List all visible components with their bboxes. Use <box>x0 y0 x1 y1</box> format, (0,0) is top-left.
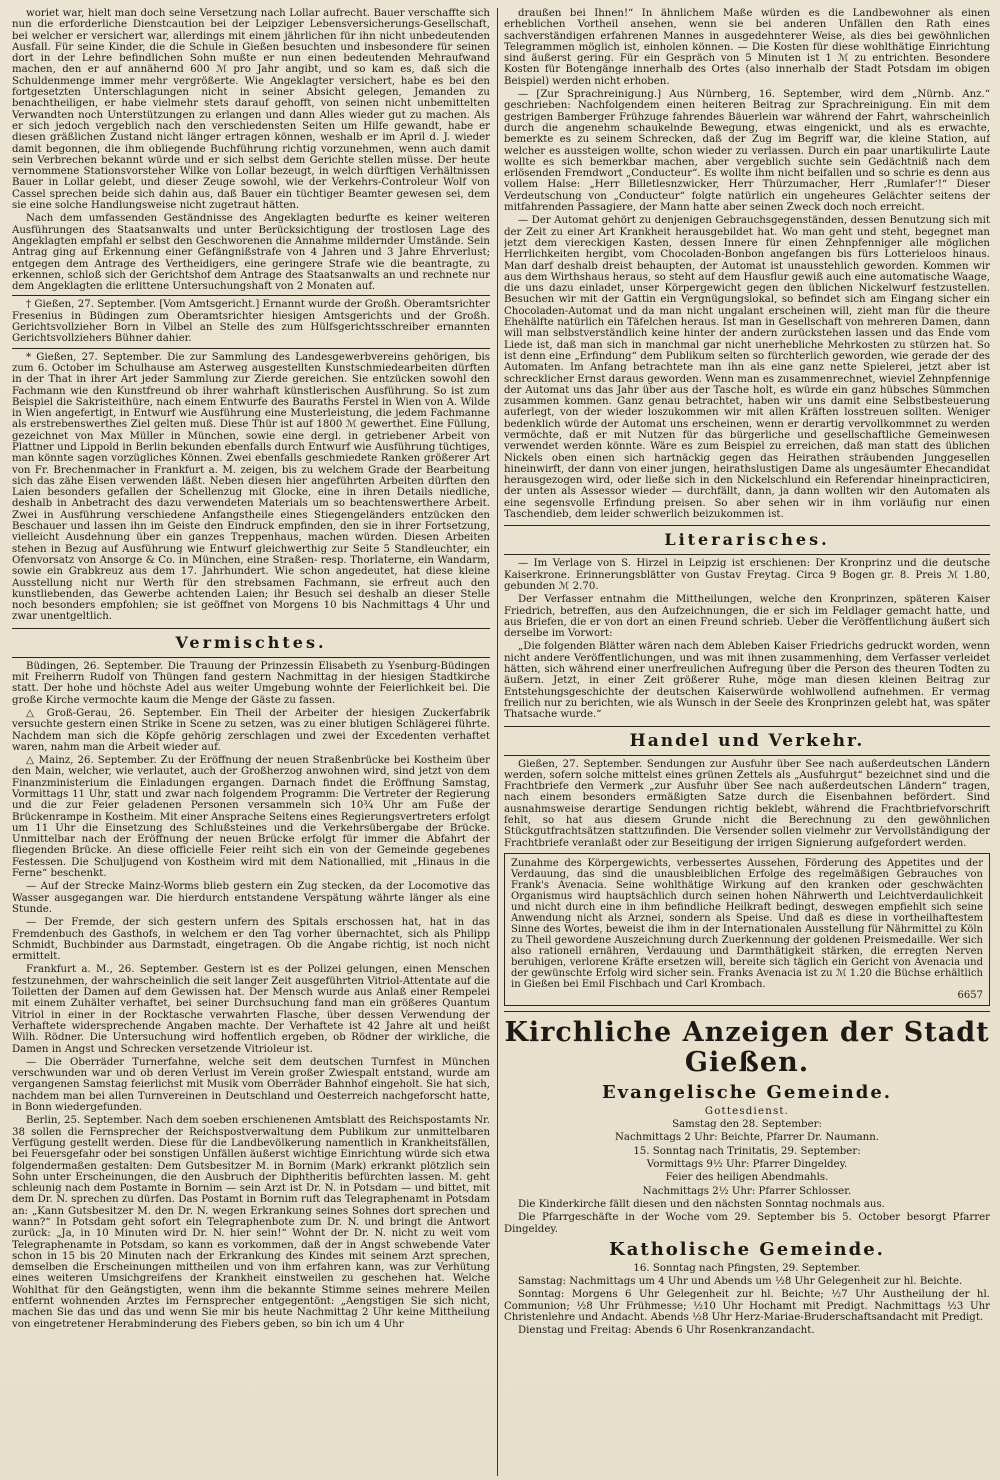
divider <box>504 726 990 727</box>
service-line: 16. Sonntag nach Pfingsten, 29. September. <box>633 1262 861 1274</box>
article-paragraph: — Der Automat gehört zu denjenigen Gebrauchsgegenständen, dessen Benutzung sich mit der Zeit zu einer Art Krankheit herausgebildet hat. Wo man geht und steht, begegnet man jetzt dem viereckigen Kasten, dessen Innere für einen Zehnpfenniger alle möglichen Herrlichkeiten hergibt, vom Chocoladen-Bonbon angefangen bis fürs Lotterieloos hinaus. Man darf deshalb dreist behaupten, der Automat ist unausstehlich geworden. Kommen wir aus dem Wirthshaus heraus, so steht auf dem Hausflur gewiß auch eine automatische Waage, die uns dazu einladet, unser Körpergewicht gegen den üblichen Nickelwurf festzustellen. Besuchen wir mit der Gattin ein Vergnügungslokal, so befindet sich am Eingang sicher ein Chocoladen-Automat und da man nicht ungalant erscheinen will, zieht man für die theure Ehehälfte natürlich ein Täfelchen heraus. Ist man in Gesellschaft von mehreren Damen, dann will man selbstverständlich keine hinter der andern zurückstehen lassen und das Ende vom Liede ist, daß man sich in manchmal gar nicht unerhebliche Mehrkosten zu stürzen hat. So ist denn eine „Erfindung“ dem Publikum selten so fürchterlich geworden, wie gerade der des Automaten. Im Anfang betrachtete man ihn als eine ganz nette Spielerei, jetzt aber ist schrecklicher Ernst daraus geworden. Wenn man es zusammenrechnet, wieviel Zehnpfennige der Automat uns das Jahr über aus der Tasche holt, es würde ein ganz hübsches Sümmchen zusammen kommen. Ganz genau betrachtet, haben wir uns damit eine Selbstbesteuerung auferlegt, von der wieder loszukommen wir mit allen Kräften losstreuen sollten. Weniger bedenklich würde der Automat uns erscheinen, wenn er derartig vervollkommnet zu werden vermöchte, daß er mit Nutzen für das bürgerliche und gesellschaftliche Gemeinwesen verwendet werden könnte. Wäre es zum Beispiel zu erreichen, daß man statt des üblichen Nickels oben einen sich hartnäckig gegen das Heirathen sträubenden Junggesellen hineinwirft, der dann von einer jungen, heirathslustigen Dame als ungesäumter Ehecandidat herausgezogen wird, oder ließe sich in den Nickelschlund ein Referendar hineinpracticiren, der unten als Assessor wieder — durchfällt, dann, ja dann wollten wir den Automaten als eine segensvolle Erfindung preisen. So aber sehen wir in ihm vorläufig nur einen Taschendieb, dem leider schwerlich beizukommen ist. <box>504 215 990 521</box>
right-column <box>504 8 990 1476</box>
article-paragraph: △ Mainz, 26. September. Zu der Eröffnung der neuen Straßenbrücke bei Kostheim über den Main, welcher, wie verlautet, auch der Großherzog anwohnen wird, sind jetzt von dem Finanzministerium die Einladungen ergangen. Darnach findet die Eröffnung Samstag, Vormittags 11 Uhr, statt und zwar nach folgendem Programm: Die Vertreter der Regierung und die zur Feier geladenen Personen versammeln sich 10¾ Uhr am Fuße der Brückenrampe in Kostheim. Mit einer Ansprache Seitens eines Regierungsvertreters erfolgt um 11 Uhr die Einsetzung des Schlußsteines und die Verkehrsübergabe der Brücke. Unmittelbar nach der Eröffnung der neuen Brücke erfolgt für immer die Abfahrt der fliegenden Brücke. An diese officielle Feier reiht sich ein von der Gemeinde gegebenes Festessen. Die Schuljugend von Kostheim wird mit dem Nationallied, mit „Hinaus in die Ferne“ beschenkt. <box>12 755 490 880</box>
article-paragraph: „Die folgenden Blätter wären nach dem Ableben Kaiser Friedrichs gedruckt worden, wenn nicht andere Veröffentlichungen, und was mit ihnen zusammenhing, dem Verfasser verleidet hätten, sich während einer unerfreulichen Aufregung über die Person des theuren Todten zu äußern. Jetzt, in einer Zeit größerer Ruhe, möge man diesen kleinen Beitrag zur Entstehungsgeschichte der deutschen Kaiserwürde wohlwollend aufnehmen. Er vermag freilich nur zu berichten, wie als Wunsch in der Seele des Kronprinzen gelebt hat, was später Thatsache wurde.“ <box>504 641 990 721</box>
advertisement-number: 6657 <box>957 989 983 1001</box>
article-paragraph: — Auf der Strecke Mainz-Worms blieb gestern ein Zug stecken, da der Locomotive das Wasser ausgegangen war. Die hierdurch entstandene Verspätung währte länger als eine Stunde. <box>12 881 490 915</box>
advertisement-avenacia <box>504 853 990 1006</box>
article-paragraph: Büdingen, 26. September. Die Trauung der Prinzessin Elisabeth zu Ysenburg-Büdingen mit Freiherrn Rudolf von Thüngen fand gestern Nachmittag in der hiesigen Stadtkirche statt. Der hohe und höchste Adel aus weiter Umgebung wohnte der Feierlichkeit bei. Die große Kirche vermochte kaum die Menge der Gäste zu fassen. <box>12 660 490 706</box>
service-line: Nachmittags 2 Uhr: Beichte, Pfarrer Dr. Naumann. <box>614 1132 880 1144</box>
article-paragraph: Nach dem umfassenden Geständnisse des Angeklagten bedurfte es keiner weiteren Ausführungen des Staatsanwalts und unter Berücksichtigung der trostlosen Lage des Angeklagten empfahl er selbst den Geschworenen die Annahme mildernder Umstände. Sein Antrag ging auf Erkennung einer Gefängnißstrafe von 4 Jahren und 3 Jahre Ehrverlust; entgegen dem Antrage des Vertheidigers, eine geringere Strafe wie die beantragte, zu erkennen, schloß sich der Gerichtshof dem Antrage des Staatsanwalts an und rechnete nur dem Angeklagten die erlittene Untersuchungshaft von 2 Monaten auf. <box>12 213 490 293</box>
advertisement-text: Zunahme des Körpergewichts, verbessertes Aussehen, Förderung des Appetites und der Verdauung, das sind die unausbleiblichen Erfolge des regelmäßigen Gebrauches von Frank's Avenacia. Seine wohlthätige Wirkung auf den kranken oder geschwächten Organismus wird hauptsächlich durch seinen hohen Nährwerth und Leichtverdaulichkeit und nicht durch eine in ihm befindliche Heilkraft bedingt, deswegen empfiehlt sich seine Anwendung nicht als Arznei, sondern als Speise. Und daß es diese in vortheilhaftestem Sinne des Wortes, beweist die ihm in der Internationalen Ausstellung für Nährmittel zu Köln zu Theil gewordene Auszeichnung durch Zuerkennung der goldenen Preismedaille. Wer sich also rationell ernähren, Verdauung und Darmthätigkeit stärken, die erregten Nerven beruhigen, verlorene Kräfte ersetzen will, bereite sich täglich ein Gericht von Avenacia und der gewünschte Erfolg wird sicher sein. Franks Avenacia ist zu ℳ 1.20 die Büchse erhältlich in Gießen bei Emil Fischbach und Carl Krombach. <box>511 857 983 990</box>
service-line: 15. Sonntag nach Trinitatis, 29. September: <box>633 1145 861 1157</box>
section-title-handel: Handel und Verkehr. <box>629 730 865 751</box>
church-notices-title: Kirchliche Anzeigen der Stadt Gießen. <box>504 1016 990 1078</box>
article-paragraph: Berlin, 25. September. Nach dem soeben erschienenen Amtsblatt des Reichspostamts Nr. 38 sollen die Fernsprecher der Reichspostverwaltung dem Publikum zur unmittelbaren Verfügung gestellt werden. Diese für die Landbevölkerung namentlich in Krankheitsfällen, bei Feuersgefahr oder bei sonstigen Unfällen äußerst wichtige Einrichtung würde sich etwa folgendermaßen gestalten: Dem Gutsbesitzer M. in Bornim (Mark) erkrankt plötzlich sein Sohn unter Erscheinungen, die den Ausbruch der Diphtheritis befürchten lassen. M. geht schleunig nach dem Postamte in Bornim — sein Arzt ist Dr. N. in Potsdam — und bittet, mit dem Dr. N. sprechen zu dürfen. Das Postamt in Bornim ruft das Telegraphenamt in Potsdam an: „Kann Gutsbesitzer M. den Dr. N. wegen Erkrankung seines Sohnes dort sprechen und wann?“ In Potsdam geht sofort ein Telegraphenbote zum Dr. N. und bringt die Antwort zurück: „Ja, in 10 Minuten wird Dr. N. hier sein!“ Wohnt der Dr. N. nicht zu weit vom Telegraphenamte in Potsdam, so kann es vorkommen, daß der in Angst schwebende Vater schon in 15 bis 20 Minuten nach der Erkrankung des Kindes mit seinem Arzt sprechen, demselben die Erscheinungen mittheilen und von ihm erfahren kann, was zur Verhütung eines weiteren Umsichgreifens der Krankheit einstweilen zu geschehen hat. Welche Wohlthat für den Geängstigten, wenn ihm die bekannte Stimme seines mehrere Meilen entfernt wohnenden Arztes im Fernsprecher entgegentönt: „Aengstigen Sie sich nicht, machen Sie das und das und wenn Sie mir bis heute Nachmittag 2 Uhr keine Mittheilung von eingetretener Herabminderung des Fiebers geben, so bin ich um 4 Uhr <box>12 1115 490 1330</box>
divider <box>504 755 990 756</box>
service-line: Feier des heiligen Abendmahls. <box>665 1172 829 1184</box>
service-line: Die Kinderkirche fällt diesen und den nächsten Sonntag nochmals aus. <box>518 1198 885 1210</box>
evangelical-title: Evangelische Gemeinde. <box>601 1081 893 1103</box>
article-paragraph: — Der Fremde, der sich gestern unfern des Spitals erschossen hat, hat in das Fremdenbuch des Gasthofs, in welchem er den Tag vorher übernachtet, sich als Philipp Schmidt, Buchbinder aus Darmstadt, eingetragen. Ob die Angabe richtig, ist noch nicht ermittelt. <box>12 917 490 963</box>
article-paragraph: △ Groß-Gerau, 26. September. Ein Theil der Arbeiter der hiesigen Zuckerfabrik versuchte gestern einen Strike in Scene zu setzen, was zu einer blutigen Schlägerei führte. Nachdem man sich die Köpfe gehörig zerschlagen und zwei der Excedenten verhaftet waren, nahm man die Arbeit wieder auf. <box>12 707 490 753</box>
service-line: Vormittags 9½ Uhr: Pfarrer Dingeldey. <box>646 1159 848 1171</box>
article-paragraph: woriet war, hielt man doch seine Versetzung nach Lollar aufrecht. Bauer verschaffte sich nun die erforderliche Dienstcaution bei der Leipziger Lebensversicherungs-Gesellschaft, bei welcher er versichert war, allerdings mit einem jährlichen für ihn nicht unbedeutenden Ausfall. Für seine Kinder, die die Schule in Gießen besuchten und insbesondere für seinen dort in der Lehre befindlichen Sohn mußte er nun einen bedeutenden Mehraufwand machen, den er auf annähernd 600 ℳ pro Jahr angibt, und so kam es, daß sich die Schuldenmenge immer mehr vergrößerte. Wie Angeklagter versichert, habe es bei den fortgesetzten Unterschlagungen nicht in seiner Absicht gelegen, Jemanden zu benachtheiligen, er habe vielmehr stets darauf gehofft, von seinen nicht unbemittelten Verwandten noch Unterstützungen zu erlangen und dann Alles wieder gut zu machen. Als er sich jedoch vergeblich nach den verschiedensten Seiten um Hilfe gewandt, habe er diesen gräßlichen Zustand nicht länger ertragen können, weshalb er im April d. J. wieder damit begonnen, die ihm obliegende Buchführung richtig vorzunehmen, wenn auch damit sein Verbrechen bekannt würde und er sich selbst dem Gerichte stellen müsse. Der heute vernommene Stationsvorsteher Wilke von Lollar bezeugt, in welch dürftigen Verhältnissen Bauer in Lollar gelebt, und dieser Zeuge sowohl, wie der Verkehrs-Controleur Wolf von Cassel sprechen beide sich dahin aus, daß Bauer ein tüchtiger Beamter gewesen sei, dem sie eine solche Handlungsweise nicht zugetraut hätten. <box>12 8 490 212</box>
article-paragraph: Gießen, 27. September. Sendungen zur Ausfuhr über See nach außerdeutschen Ländern werden, sofern solche mittelst eines grünen Zettels als „Ausfuhrgut“ bezeichnet sind und die Frachtbriefe den Vermerk „zur Ausfuhr über See nach außerdeutschen Ländern“ tragen, nach einem besonders ermäßigten Satze durch die Eisenbahnen befördert. Sind ausnahmsweise derartige Sendungen richtig beklebt, während die Frachtbriefvorschrift fehlt, so hat aus diesem Grunde nicht die Berechnung zu den gewöhnlichen Stückgutfrachtsätzen stattzufinden. Die Versender sollen vielmehr zur Vervollständigung der Frachtbriefe veranlaßt oder zur Beseitigung der irrigen Signierung aufgefordert werden. <box>504 758 990 849</box>
article-paragraph: * Gießen, 27. September. Die zur Sammlung des Landesgewerbvereins gehörigen, bis zum 6. October im Schulhause am Asterweg ausgestellten Kunstschmiedearbeiten dürften in der That in ihrer Art jeder Sammlung zur Zierde gereichen. Sie entzücken sowohl den Fachmann wie den Kunstfreund ob ihrer wahrhaft künstlerischen Ausführung. So ist zum Beispiel die Sakristeithüre, nach einem Entwurfe des Bauraths Ferstel in Wien von A. Wilde in Wien angefertigt, in Entwurf wie Ausführung eine Musterleistung, die jedem Fachmanne als erstrebenswerthes Ziel gelten muß. Diese Thür ist auf 1800 ℳ gewerthet. Eine Füllung, gezeichnet von Max Müller in München, sowie eine dergl. in getriebener Arbeit von Plattner und Lippold in Berlin bekunden ebenfalls durch Entwurf wie Ausführung tüchtiges, man könnte sagen vorzügliches Können. Zwei ebenfalls geschmiedete Ranken größerer Art von Fr. Brechenmacher in Frankfurt a. M. zeigen, bis zu welchem Grade der Bearbeitung sich das zähe Eisen verwenden läßt. Neben diesen hier angeführten Arbeiten dürften den Laien besonders gefallen der Schellenzug mit Glocke, eine in ihren Details niedliche, deshalb in Anbetracht des dazu verwendeten Materials um so beachtenswerthere Arbeit. Zwei in Ausführung verschiedene Anfangstheile eines Stiegengeländers entzücken den Beschauer und lassen ihn im Geiste den Eindruck empfinden, den sie in ihrer Fortsetzung, vielleicht Ausdehnung über ein ganzes Treppenhaus, machen würden. Diesen Arbeiten stehen in Bezug auf Ausführung wie Entwurf gleichwerthig zur Seite 5 Standleuchter, ein Ofenvorsatz von Ansorge & Co. in München, eine Straßen- resp. Thorlaterne, ein Wandarm, sowie ein Grabkreuz aus dem 17. Jahrhundert. Wie schon angedeutet, hat diese kleine Ausstellung nicht nur Werth für den strebsamen Fachmann, sie erfreut auch den kunstliebenden, das Gewerbe achtenden Laien; ihr Besuch sei deshalb an dieser Stelle noch besonders empfohlen; sie ist geöffnet von Morgens 10 bis Nachmittags 4 Uhr und zwar unentgeltlich. <box>12 351 490 623</box>
service-line: Die Pfarrgeschäfte in der Woche vom 29. September bis 5. October besorgt Pfarrer Dingeldey. <box>504 1212 990 1235</box>
divider <box>504 554 990 555</box>
service-heading: Gottesdienst. <box>704 1105 790 1117</box>
service-line: Samstag: Nachmittags um 4 Uhr und Abends um ½8 Uhr Gelegenheit zur hl. Beichte. <box>518 1276 963 1288</box>
article-paragraph: — [Zur Sprachreinigung.] Aus Nürnberg, 16. September, wird dem „Nürnb. Anz.“ geschrieben: Nachfolgendem einen heiteren Beitrag zur Sprachreinigung. Ein mit dem gestrigen Bamberger Frühzuge fahrendes Bäuerlein war während der Fahrt, wahrscheinlich durch die angenehm schaukelnde Bewegung, etwas eingenickt, und als es erwachte, bemerkte es zu seinem Schrecken, daß der Zug im Begriff war, die kleine Station, auf welcher es aussteigen wollte, schon wieder zu verlassen. Durch ein paar unartikulirte Laute wollte es sich bemerkbar machen, aber vergeblich suchte sein Gedächtniß nach dem erlösenden Fremdwort „Conducteur“. Es wollte ihm nicht beifallen und so schrie es denn aus vollem Halse: „Herr Billetlesnzwicker, Herr Thürzumacher, Herr ‚Rumlafer‘!“ Dieser Verdeutschung von „Conducteur“ folgte natürlich ein ungeheures Gelächter seitens der mitfahrenden Passagiere, der Mann hatte aber seinen Zweck doch noch erreicht. <box>504 89 990 214</box>
left-column <box>12 8 490 1476</box>
catholic-title: Katholische Gemeinde. <box>609 1238 885 1260</box>
service-line: Samstag den 28. September: <box>672 1119 822 1131</box>
article-paragraph: — Im Verlage von S. Hirzel in Leipzig ist erschienen: Der Kronprinz und die deutsche Kaiserkrone. Erinnerungsblätter von Gustav Freytag. Circa 9 Bogen gr. 8. Preis ℳ 1.80, gebunden ℳ 2.70. <box>504 558 990 592</box>
divider <box>504 525 990 526</box>
article-paragraph: Frankfurt a. M., 26. September. Gestern ist es der Polizei gelungen, einen Menschen festzunehmen, der wahrscheinlich die seit langer Zeit ausgeführten Vitriol-Attentate auf die Toiletten der Damen auf dem Gewissen hat. Der Mensch wurde aus Anlaß einer Rempelei mit einem Zuhälter verhaftet, bei seiner Durchsuchung fand man ein größeres Quantum Vitriol in einer in der Rocktasche verwahrten Flasche, über dessen Verwendung der Verhaftete widersprechende Angaben machte. Der Verhaftete ist 42 Jahre alt und heißt Wilh. Rödner. Die Untersuchung wird hoffentlich ergeben, ob Rödner der wirkliche, die Damen in Angst und Schrecken versetzende Vitrioleur ist. <box>12 964 490 1055</box>
article-paragraph: † Gießen, 27. September. [Vom Amtsgericht.] Ernannt wurde der Großh. Oberamtsrichter Fresenius in Büdingen zum Oberamtsrichter hiesigen Amtsgerichts und der Großh. Gerichtsvollzieher Born in Vilbel an Stelle des zum Hülfsgerichtsschreiber ernannten Gerichtsvollziehers Bühner dahier. <box>12 299 490 345</box>
divider <box>12 657 490 658</box>
divider <box>12 628 490 629</box>
column-rule <box>497 8 498 1476</box>
service-line: Dienstag und Freitag: Abends 6 Uhr Rosenkranzandacht. <box>518 1325 815 1337</box>
divider <box>504 1011 990 1012</box>
divider <box>12 295 490 296</box>
section-title-vermischtes: Vermischtes. <box>175 632 327 652</box>
section-title-literarisches: Literarisches. <box>664 530 830 550</box>
columns <box>12 8 990 1476</box>
article-paragraph: Der Verfasser entnahm die Mittheilungen, welche den Kronprinzen, späteren Kaiser Friedrich, betreffen, aus den Aufzeichnungen, die er sich im Feldlager gemacht hatte, und aus Briefen, die er von dort an einen Freund schrieb. Ueber die Veröffentlichung äußert sich derselbe im Vorwort: <box>504 594 990 640</box>
service-line: Sonntag: Morgens 6 Uhr Gelegenheit zur hl. Beichte; ½7 Uhr Austheilung der hl. Communion; ½8 Uhr Frühmesse; ½10 Uhr Hochamt mit Predigt. Nachmittags ½3 Uhr Christenlehre und Andacht. Abends ½8 Uhr Herz-Mariae-Bruderschaftsandacht mit Predigt. <box>504 1289 990 1324</box>
divider <box>12 348 490 349</box>
service-line: Nachmittags 2½ Uhr: Pfarrer Schlosser. <box>642 1185 852 1197</box>
article-paragraph: — Die Oberräder Turnerfahne, welche seit dem deutschen Turnfest in München verschwunden war und ob deren Verlust im Verein großer Zwiespalt entstand, wurde am vergangenen Samstag feierlichst mit Musik vom Oberräder Bahnhof eingeholt. Sie hat sich, nachdem man bei allen Turnvereinen in Deutschland und Oesterreich nachgeforscht hatte, in Bonn wiedergefunden. <box>12 1056 490 1114</box>
article-paragraph: draußen bei Ihnen!“ In ähnlichem Maße würden es die Landbewohner als einen erheblichen Vortheil ansehen, wenn sie bei anderen Unfällen den Rath eines sachverständigen erfahrenen Mannes in ausgedehnterer Weise, als dies bei gewöhnlichen Telegrammen möglich ist, einholen können. — Die Kosten für diese wohlthätige Einrichtung sind äußerst gering. Für ein Gespräch von 5 Minuten ist 1 ℳ zu entrichten. Besondere Kosten für Botengänge innerhalb des Ortes (also innerhalb der Stadt Potsdam im obigen Beispiel) werden nicht erhoben. <box>504 8 990 87</box>
